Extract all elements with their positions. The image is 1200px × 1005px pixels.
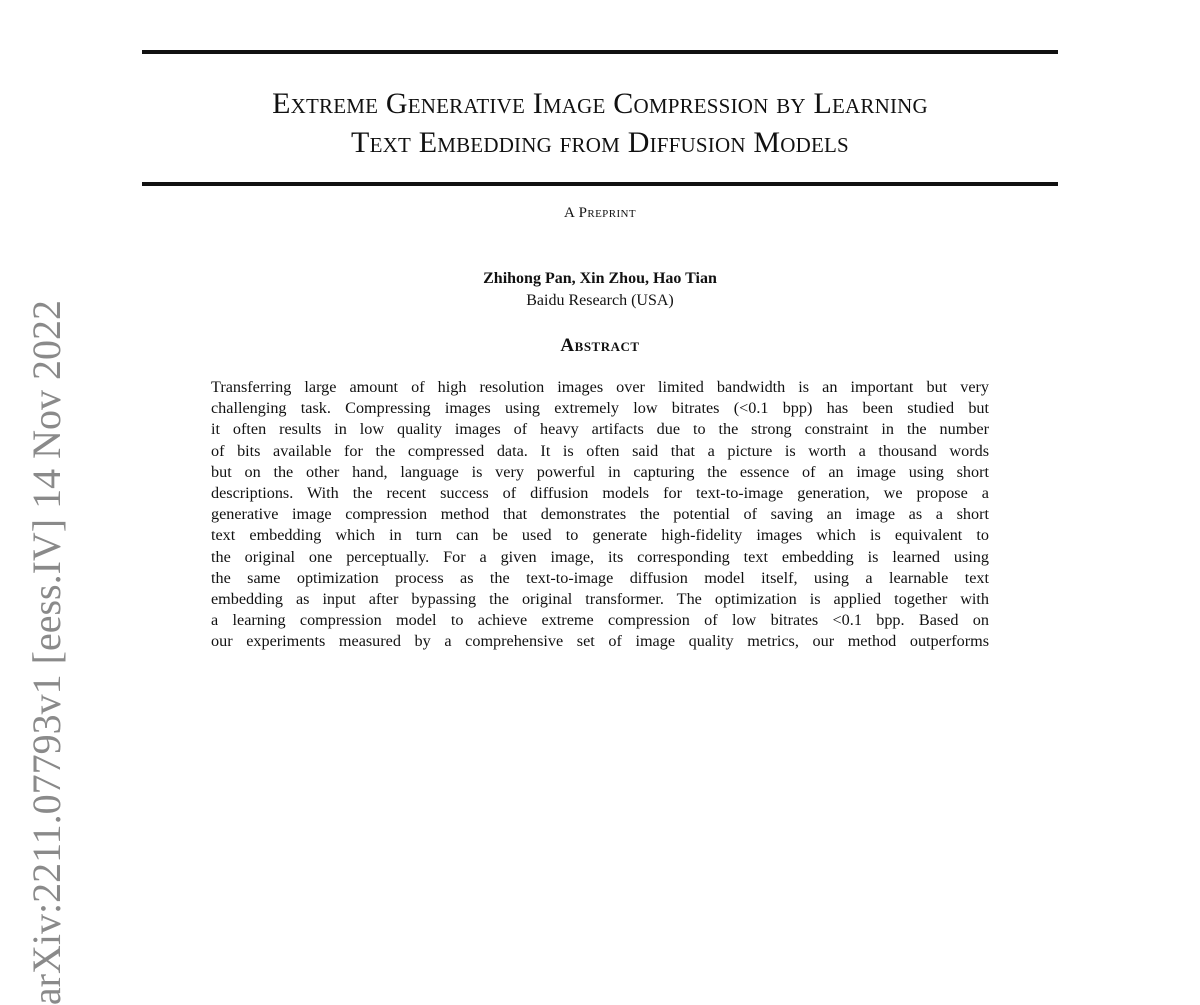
arxiv-side-stamp [24, 300, 69, 1005]
abstract-body [211, 377, 989, 653]
author-affiliation: Baidu Research (USA) [526, 292, 674, 309]
arxiv-side-stamp-text: arXiv:2211.07793v1 [eess.IV] 14 Nov 2022 [24, 300, 69, 1005]
title-top-rule [142, 50, 1058, 54]
title-bottom-rule [142, 182, 1058, 186]
paper-title-line-1: Extreme Generative Image Compression by Learning [272, 87, 928, 120]
abstract-line: Transferring large amount of high resolution images over limited bandwidth is an important but very [211, 378, 989, 396]
abstract-line: our experiments measured by a comprehensive set of image quality metrics, our method outperforms [211, 632, 989, 651]
abstract-line: of bits available for the compressed data. It is often said that a picture is worth a thousand words [211, 441, 989, 460]
abstract-line: text embedding which in turn can be used to generate high-fidelity images which is equivalent to [211, 526, 989, 545]
abstract-line: challenging task. Compressing images using extremely low bitrates (<0.1 bpp) has been studied but [211, 399, 989, 418]
abstract-line: descriptions. With the recent success of diffusion models for text-to-image generation, we propose a [211, 484, 989, 503]
abstract-line: it often results in low quality images of heavy artifacts due to the strong constraint in the number [211, 420, 989, 439]
abstract-line: the same optimization process as the text-to-image diffusion model itself, using a learnable text [211, 568, 989, 587]
preprint-label: A Preprint [564, 205, 636, 221]
abstract-line: embedding as input after bypassing the original transformer. The optimization is applied together with [211, 590, 989, 609]
abstract-line: generative image compression method that demonstrates the potential of saving an image as a short [211, 505, 989, 524]
abstract-line: the original one perceptually. For a given image, its corresponding text embedding is learned using [211, 547, 989, 566]
abstract-heading: Abstract [560, 335, 640, 356]
abstract-line: a learning compression model to achieve extreme compression of low bitrates <0.1 bpp. Based on [211, 611, 989, 630]
abstract-line: but on the other hand, language is very powerful in capturing the essence of an image using short [211, 462, 989, 481]
paper-title-line-2: Text Embedding from Diffusion Models [351, 126, 849, 159]
author-list: Zhihong Pan, Xin Zhou, Hao Tian [483, 270, 717, 287]
paper-title [142, 84, 1058, 162]
